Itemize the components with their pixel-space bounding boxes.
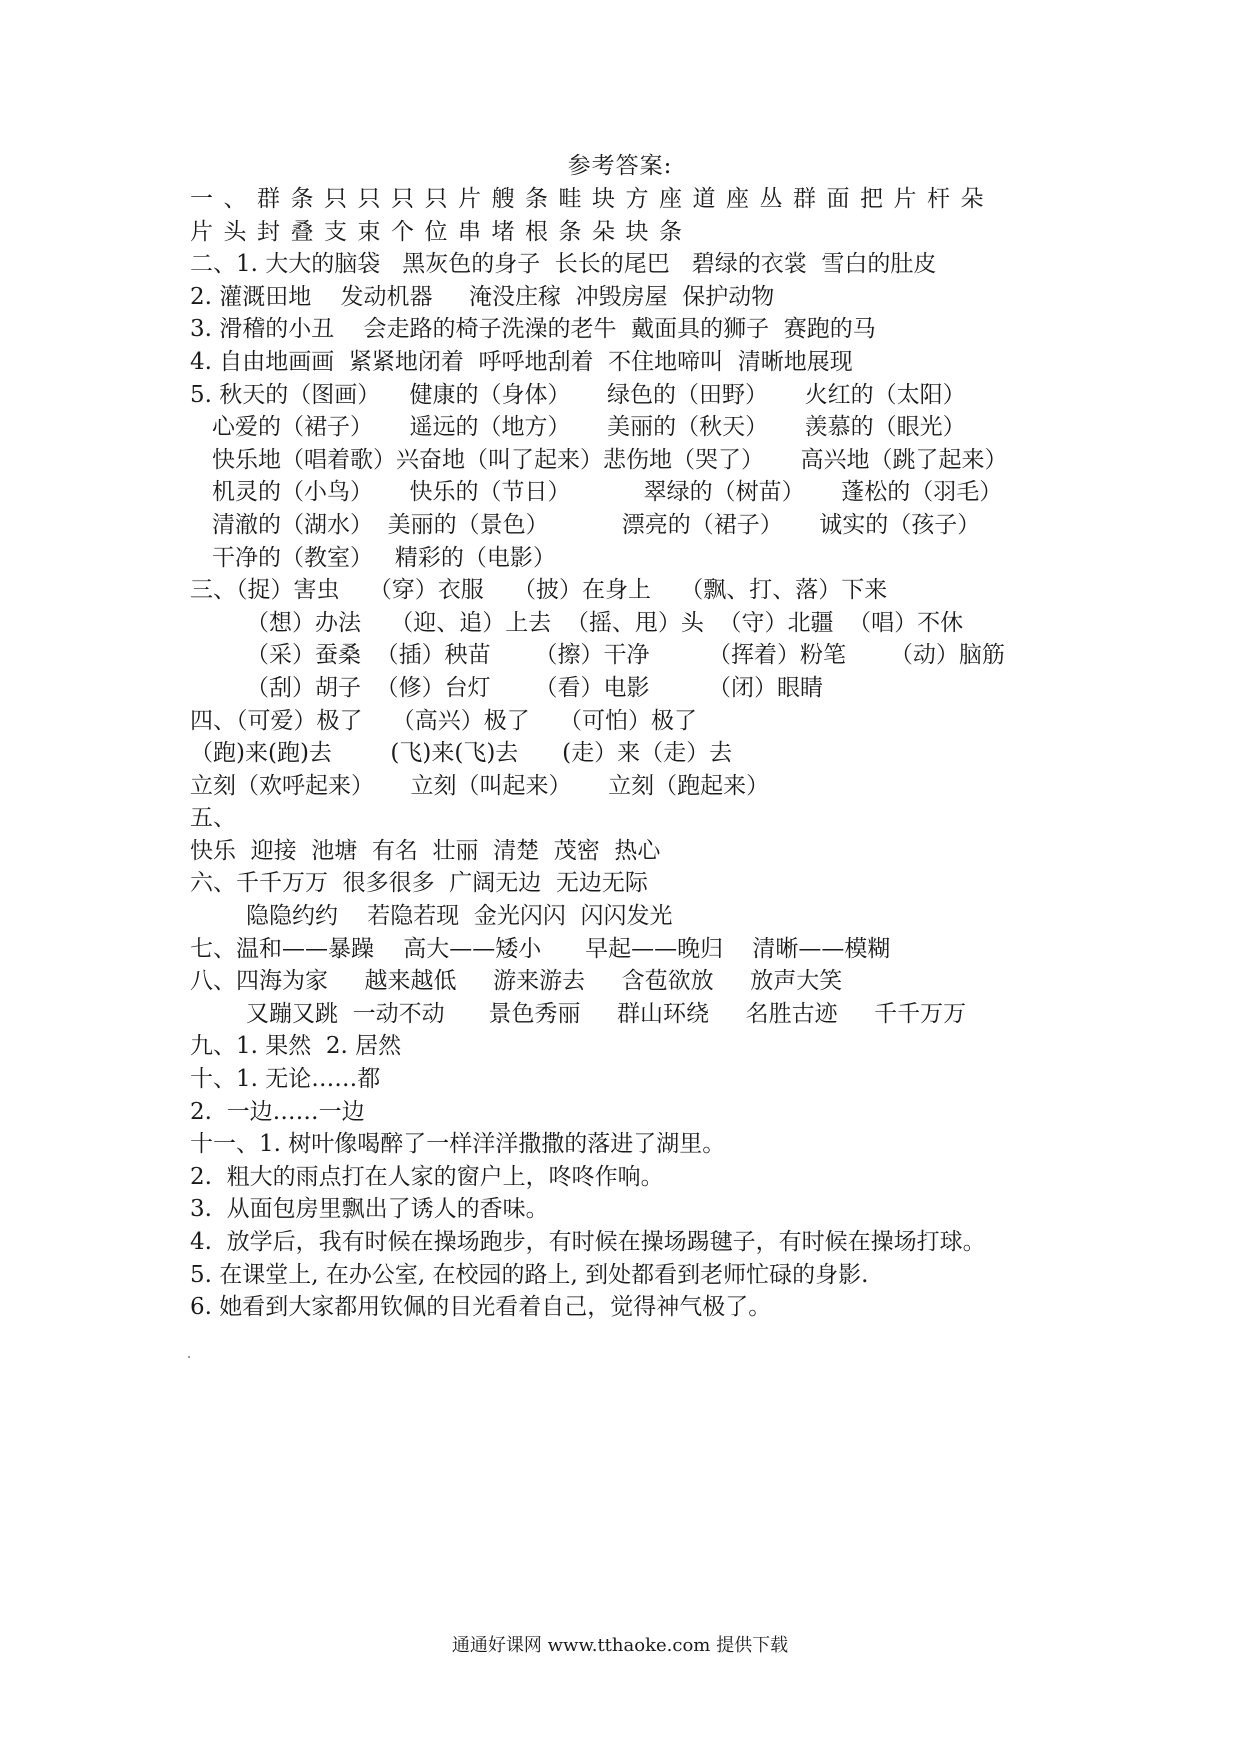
answer-line: 5. 秋天的（图画） 健康的（身体） 绿色的（田野） 火红的（太阳） (190, 381, 966, 408)
answer-line: （采）蚕桑 （插）秧苗 （擦）干净 （挥着）粉笔 （动）脑筋 (246, 642, 1005, 669)
answer-line: 3. 从面包房里飘出了诱人的香味。 (190, 1196, 549, 1223)
answer-line-4: 四、（可爱）极了 （高兴）极了 （可怕）极了 (190, 707, 697, 734)
answer-line-1-row-1: 一、群条只只只只片艘条畦块方座道座丛群面把片杆朵 (190, 186, 994, 212)
answer-line: 心爱的（裙子） 遥远的（地方） 美丽的（秋天） 羡慕的（眼光） (212, 414, 966, 441)
answer-line-6: 六、千千万万 很多很多 广阔无边 无边无际 (190, 870, 648, 897)
page-title: 参考答案: (567, 153, 673, 179)
answer-line: （跑)来(跑)去 (飞)来(飞)去 (走）来（走）去 (190, 740, 733, 767)
answer-line-11: 十一、1. 树叶像喝醉了一样洋洋撒撒的落进了湖里。 (190, 1131, 726, 1158)
answer-line: 快乐 迎接 池塘 有名 壮丽 清楚 茂密 热心 (190, 837, 661, 864)
answer-line: 2. 灌溉田地 发动机器 淹没庄稼 冲毁房屋 保护动物 (190, 283, 775, 310)
answer-line-5: 五、 (190, 805, 236, 832)
answer-line-10: 十、1. 无论……都 (190, 1066, 381, 1093)
answer-line: 4. 自由地画画 紧紧地闭着 呼呼地刮着 不住地啼叫 清晰地展现 (190, 348, 853, 375)
answer-line: 4. 放学后，我有时候在操场跑步，有时候在操场踢毽子，有时候在操场打球。 (190, 1229, 986, 1255)
answer-line-7: 七、温和——暴躁 高大——矮小 早起——晚归 清晰——模糊 (190, 935, 891, 962)
answer-line-8: 八、四海为家 越来越低 游来游去 含苞欲放 放声大笑 (190, 968, 843, 995)
answer-line: 隐隐约约 若隐若现 金光闪闪 闪闪发光 (246, 903, 673, 930)
answer-line: 立刻（欢呼起来） 立刻（叫起来） 立刻（跑起来） (190, 772, 770, 799)
answer-line-9: 九、1. 果然 2. 居然 (190, 1033, 402, 1060)
answer-line: 又蹦又跳 一动不动 景色秀丽 群山环绕 名胜古迹 千千万万 (246, 1000, 967, 1027)
answer-line-1-row-2: 片头封叠支束个位串堵根条朵块条 (190, 218, 693, 245)
answer-line: 机灵的（小鸟） 快乐的（节日） 翠绿的（树苗） 蓬松的（羽毛） (212, 479, 1003, 506)
answer-line: 快乐地（唱着歌）兴奋地（叫了起来）悲伤地（哭了） 高兴地（跳了起来） (212, 446, 1008, 473)
answer-line: 2. 一边……一边 (190, 1098, 365, 1125)
answer-line: 5. 在课堂上, 在办公室, 在校园的路上, 到处都看到老师忙碌的身影. (190, 1261, 869, 1288)
answer-line: 2. 粗大的雨点打在人家的窗户上，咚咚作响。 (190, 1163, 664, 1190)
scan-speck (188, 1356, 190, 1358)
answer-line-3: 三、（捉）害虫 （穿）衣服 （披）在身上 （飘、打、落）下来 (190, 577, 888, 604)
page-footer: 通通好课网 www.tthaoke.com 提供下载 (451, 1635, 789, 1656)
answer-line: 清澈的（湖水） 美丽的（景色） 漂亮的（裙子） 诚实的（孩子） (212, 511, 981, 538)
answer-list (190, 183, 1170, 1324)
answer-line: 6. 她看到大家都用钦佩的目光看着自己，觉得神气极了。 (190, 1294, 772, 1321)
answer-line: （想）办法 （迎、追）上去 （摇、甩）头 （守）北疆 （唱）不休 (246, 609, 964, 636)
answer-line: 3. 滑稽的小丑 会走路的椅子洗澡的老牛 戴面具的狮子 赛跑的马 (190, 316, 876, 343)
answer-line-2: 二、1. 大大的脑袋 黑灰色的身子 长长的尾巴 碧绿的衣裳 雪白的肚皮 (190, 251, 937, 278)
answer-line: （刮）胡子 （修）台灯 （看）电影 （闭）眼睛 (246, 674, 823, 701)
answer-line: 干净的（教室） 精彩的（电影） (212, 544, 556, 571)
